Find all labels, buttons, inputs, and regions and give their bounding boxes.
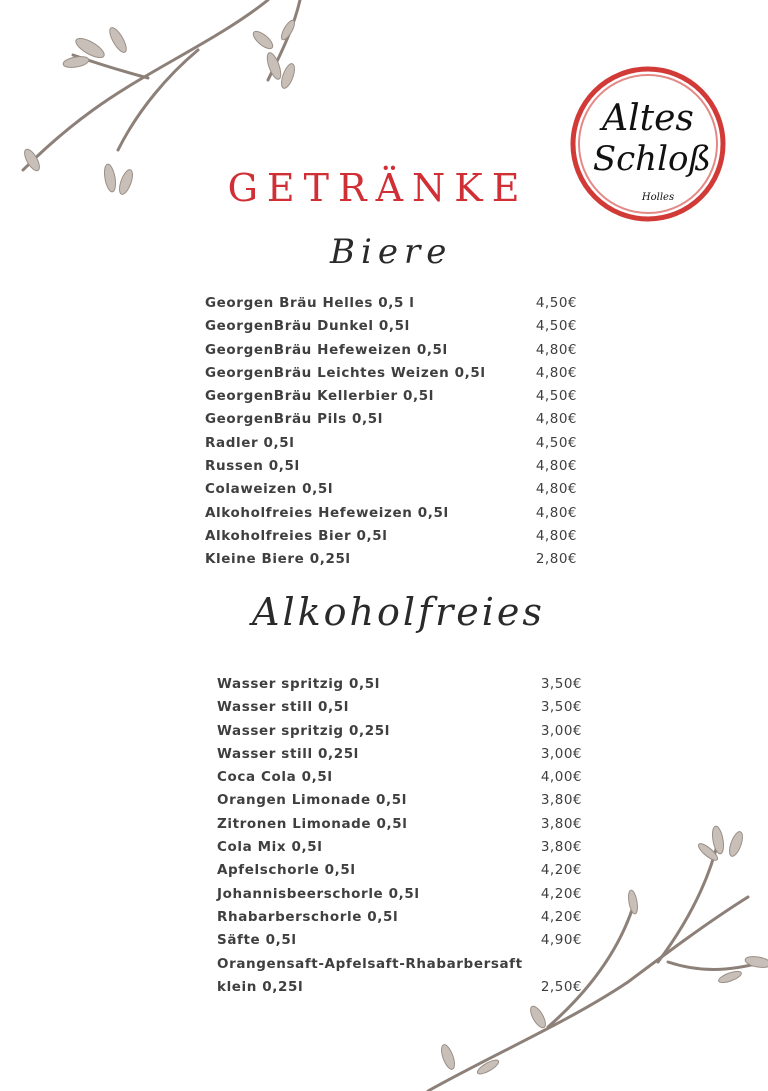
beer-menu-list [205,292,577,572]
item-name: Säfte 0,5l [217,932,297,949]
list-item [205,478,577,501]
logo-line1: Altes [602,98,694,139]
item-price: 3,00€ [540,722,582,739]
item-name: Radler 0,5l [205,434,295,451]
item-name: Orangen Limonade 0,5l [217,792,407,809]
list-item [205,502,577,525]
list-item [217,766,582,789]
item-name: GeorgenBräu Dunkel 0,5l [205,318,410,335]
list-item [205,292,577,315]
item-price: 3,80€ [540,815,582,832]
item-name: Apfelschorle 0,5l [217,862,356,879]
page-title-text: GETRÄNKE [227,166,529,210]
item-price: 4,20€ [540,885,582,902]
item-name: Zitronen Limonade 0,5l [217,815,408,832]
item-name: Wasser spritzig 0,5l [217,676,380,692]
item-price: 4,50€ [535,434,577,451]
branch-illustration [418,822,768,1091]
item-price: 3,50€ [540,676,582,692]
item-name: Wasser still 0,5l [217,699,349,716]
item-price: 4,90€ [540,932,582,949]
item-price: 4,80€ [535,481,577,498]
item-name: GeorgenBräu Kellerbier 0,5l [205,388,434,405]
item-price: 4,80€ [535,341,577,358]
item-price: 4,50€ [535,295,577,311]
item-name: GeorgenBräu Hefeweizen 0,5l [205,341,448,358]
item-name: Coca Cola 0,5l [217,769,333,786]
logo-subtitle: Holles [641,192,675,203]
item-price: 4,20€ [540,908,582,925]
list-item [205,315,577,338]
item-name: Alkoholfreies Hefeweizen 0,5l [205,504,449,521]
section-heading-biere: Biere [330,232,453,272]
item-name: Cola Mix 0,5l [217,839,323,856]
item-name: GeorgenBräu Pils 0,5l [205,411,383,428]
list-item [217,696,582,719]
item-price: 4,80€ [535,364,577,381]
item-price: 4,50€ [535,388,577,405]
item-price: 4,80€ [535,411,577,428]
item-name: klein 0,25l [217,978,304,995]
item-name: Wasser still 0,25l [217,745,359,762]
item-price: 3,50€ [540,699,582,716]
page-title [0,166,768,210]
item-name: Alkoholfreies Bier 0,5l [205,527,388,544]
list-item [217,743,582,766]
item-name: Orangensaft-Apfelsaft-Rhabarbersaft [217,955,523,972]
item-price: 4,20€ [540,862,582,879]
list-item [205,455,577,478]
list-item [217,673,582,696]
list-item [205,525,577,548]
item-name: Georgen Bräu Helles 0,5 l [205,295,415,311]
item-price: 2,80€ [535,551,577,568]
list-item [205,385,577,408]
item-name: Kleine Biere 0,25l [205,551,351,568]
item-price: 4,00€ [540,769,582,786]
list-item [205,362,577,385]
item-price: 4,50€ [535,318,577,335]
item-name: Johannisbeerschorle 0,5l [217,885,420,902]
logo-line2: Schloß [592,139,712,179]
item-price: 3,80€ [540,839,582,856]
item-name: Wasser spritzig 0,25l [217,722,390,739]
item-price: 2,50€ [540,978,582,995]
list-item [217,789,582,812]
item-price: 4,80€ [535,527,577,544]
list-item [205,408,577,431]
list-item [205,432,577,455]
list-item [217,720,582,743]
list-item [205,339,577,362]
item-name: GeorgenBräu Leichtes Weizen 0,5l [205,364,486,381]
item-name: Colaweizen 0,5l [205,481,334,498]
item-name: Rhabarberschorle 0,5l [217,908,399,925]
item-price: 4,80€ [535,458,577,475]
section-heading-alkoholfreies: Alkoholfreies [252,590,545,634]
item-price: 3,80€ [540,792,582,809]
item-price: 4,80€ [535,504,577,521]
item-name: Russen 0,5l [205,458,300,475]
list-item [205,548,577,571]
item-price: 3,00€ [540,745,582,762]
